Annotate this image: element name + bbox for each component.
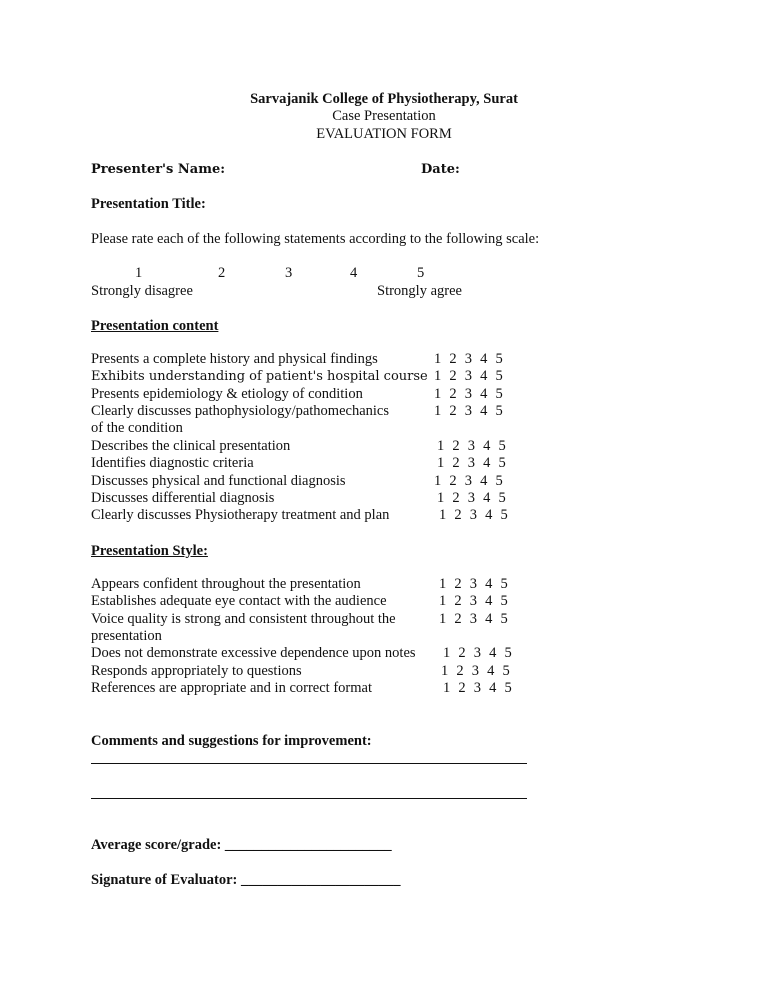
content-item: Discusses physical and functional diagnosis [91,473,346,489]
rating-scale: 1 2 3 4 5 [439,576,508,592]
rating-scale: 1 2 3 4 5 [439,507,508,523]
content-item: Presents epidemiology & etiology of condition [91,386,363,402]
content-item: Clearly discusses Physiotherapy treatment and plan [91,507,390,523]
content-item: Clearly discusses pathophysiology/pathomechanics [91,403,390,419]
scale-number-1: 1 [135,265,143,281]
rating-scale: 1 2 3 4 5 [443,680,512,696]
content-item: Discusses differential diagnosis [91,490,275,506]
presenter-name-label: Presenter's Name: [91,162,226,177]
content-item: Presents a complete history and physical findings [91,351,378,367]
content-section-heading: Presentation content [91,318,219,334]
comment-line[interactable] [91,798,527,799]
content-item: Exhibits understanding of patient's hospital course [91,369,428,384]
rating-scale: 1 2 3 4 5 [434,403,503,419]
style-item: Does not demonstrate excessive dependence upon notes [91,645,416,661]
style-item: Responds appropriately to questions [91,663,302,679]
style-item: Appears confident throughout the presentation [91,576,361,592]
rating-scale: 1 2 3 4 5 [437,455,506,471]
style-item: Voice quality is strong and consistent throughout the [91,611,396,627]
rating-instructions: Please rate each of the following statements according to the following scale: [91,231,540,247]
average-score-label: Average score/grade: _______________________ [91,837,392,853]
scale-number-5: 5 [417,265,425,281]
style-item: presentation [91,628,162,644]
rating-scale: 1 2 3 4 5 [437,490,506,506]
rating-scale: 1 2 3 4 5 [439,611,508,627]
presentation-title-label: Presentation Title: [91,196,206,212]
content-item: of the condition [91,420,183,436]
rating-scale: 1 2 3 4 5 [443,645,512,661]
rating-scale: 1 2 3 4 5 [439,593,508,609]
rating-scale: 1 2 3 4 5 [441,663,510,679]
content-item: Describes the clinical presentation [91,438,291,454]
scale-number-2: 2 [218,265,226,281]
scale-low-label: Strongly disagree [91,283,193,299]
rating-scale: 1 2 3 4 5 [434,473,503,489]
comments-label: Comments and suggestions for improvement: [91,733,372,749]
evaluator-signature-label: Signature of Evaluator: ______________________ [91,872,401,888]
form-subtitle: Case Presentation [332,108,436,124]
form-title: EVALUATION FORM [316,126,452,142]
rating-scale: 1 2 3 4 5 [434,386,503,402]
style-section-heading: Presentation Style: [91,543,208,559]
rating-scale: 1 2 3 4 5 [434,351,503,367]
rating-scale: 1 2 3 4 5 [437,438,506,454]
scale-high-label: Strongly agree [377,283,462,299]
scale-number-3: 3 [285,265,293,281]
style-item: Establishes adequate eye contact with the audience [91,593,387,609]
date-label: Date: [421,162,460,177]
scale-number-4: 4 [350,265,358,281]
content-item: Identifies diagnostic criteria [91,455,254,471]
style-item: References are appropriate and in correct format [91,680,372,696]
college-name: Sarvajanik College of Physiotherapy, Surat [250,91,518,107]
comment-line[interactable] [91,763,527,764]
rating-scale: 1 2 3 4 5 [434,368,503,384]
